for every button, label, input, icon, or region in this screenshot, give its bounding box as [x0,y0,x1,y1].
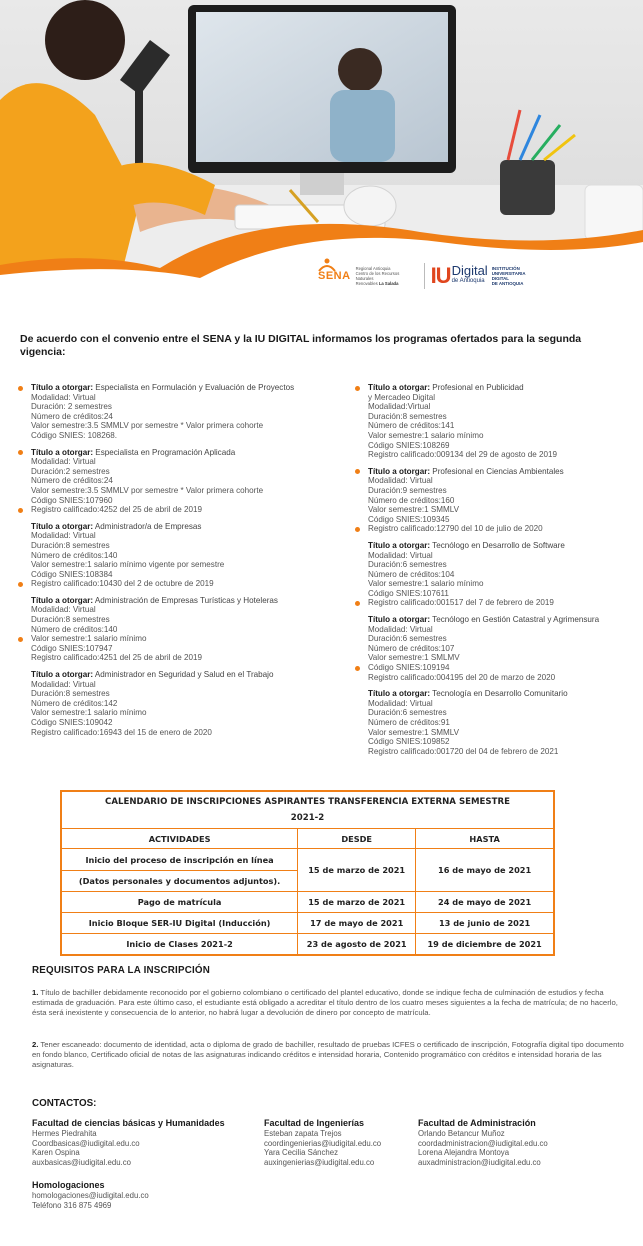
contact-name: Karen Ospina [32,1148,80,1157]
hero-banner [0,0,643,300]
program-detail: Valor semestre:1 salario mínimo [31,708,147,718]
programs-right-column [368,383,643,763]
intro-text: De acuerdo con el convenio entre el SENA y la IU DIGITAL informamos los programas ofertados para la segunda vigencia: [20,333,582,358]
header-hasta: HASTA [416,829,554,849]
program-title-label: Título a otorgar: [31,521,94,531]
program-detail: Duración:9 semestres [368,485,447,495]
contact-basicas [32,1118,225,1167]
contact-name: Esteban zapata Trejos [264,1129,342,1138]
activity-cell: Inicio del proceso de inscripción en línea [62,849,298,871]
iu-inst-3: DIGITAL [491,276,509,281]
contactos-title: CONTACTOS: [32,1098,97,1109]
program-detail: Duración:2 semestres [31,466,110,476]
to-cell: 24 de mayo de 2021 [416,892,554,913]
program-title [31,670,341,680]
program-name: Especialista en Programación Aplicada [95,447,236,457]
program-detail: Modalidad: Virtual [31,457,96,467]
program-detail: Modalidad: Virtual [368,476,433,486]
table-row [62,892,554,913]
program-detail: Número de créditos:140 [31,624,118,634]
bullet-dot-icon [18,582,23,587]
program-item [368,383,643,460]
program-detail: Valor semestre:3.5 SMMLV por semestre * Valor primera cohorte [31,485,264,495]
program-detail: Modalidad:Virtual [368,402,431,412]
program-detail: Duración:6 semestres [368,560,447,570]
program-detail: Registro calificado:001720 del 04 de febrero de 2021 [368,746,559,756]
program-title [31,596,341,606]
program-title [31,522,341,532]
program-detail: Duración:8 semestres [31,615,110,625]
requisito-2 [32,1040,630,1071]
program-name: Profesional en Publicidad [432,383,524,392]
partner-logos [318,258,618,294]
contact-name: Lorena Alejandra Montoya [418,1148,510,1157]
logo-divider [424,263,425,289]
program-item [31,383,341,441]
program-title-label: Título a otorgar: [368,383,431,392]
program-detail: Registro calificado:12790 del 10 de julio de 2020 [368,524,543,534]
requisito-2-text: Tener escaneado: documento de identidad, acta o diploma de grado de bachiller, resultado de pruebas ICFES o certificado de inscripción, Fotografía digital tipo documento en fondo blanco, Certificado oficial de notas de las asignaturas indicando créditos e intensidad horaria, Contenido programático con créditos e intensidad horaria de las asignaturas. [32,1040,624,1070]
program-title [368,383,643,393]
iu-digital-word: Digital [451,263,488,278]
calendar-table [60,790,555,956]
program-name: Administrador/a de Empresas [94,521,202,531]
program-item [31,448,341,515]
program-detail: Valor semestre:1 salario mínimo vigente por semestre [31,560,225,570]
program-detail: Modalidad: Virtual [368,698,433,708]
contact-heading: Facultad de ciencias básicas y Humanidades [32,1118,225,1128]
program-title-label: Título a otorgar: [31,670,94,680]
table-row [62,934,554,955]
program-title-label: Título a otorgar: [368,615,431,625]
program-detail: Modalidad: Virtual [368,624,433,634]
program-title [368,467,643,477]
program-item [368,689,643,756]
program-detail: Código SNIES:107947 [31,643,113,653]
program-title-label: Título a otorgar: [368,689,431,699]
contact-heading: Facultad de Ingenierías [264,1118,365,1128]
bullet-dot-icon [355,601,360,606]
program-title-label: Título a otorgar: [368,466,431,476]
program-detail: Código SNIES:109852 [368,737,450,747]
program-detail: Modalidad: Virtual [31,392,96,402]
requisitos-title: REQUISITOS PARA LA INSCRIPCIÓN [32,965,211,976]
program-detail: Registro calificado:10430 del 2 de octubre de 2019 [31,579,214,589]
contact-phone: Teléfono 316 875 4969 [32,1200,112,1210]
sena-line-3: Renovables La Salada [355,281,399,286]
program-title [368,689,643,699]
bullet-dot-icon [355,527,360,532]
program-detail: Número de créditos:160 [368,495,455,505]
program-item [31,670,341,737]
calendar-title-line-1: CALENDARIO DE INSCRIPCIONES ASPIRANTES TRANSFERENCIA EXTERNA SEMESTRE [105,797,510,807]
program-detail: Valor semestre:1 SMLMV [368,653,460,663]
calendar-title [62,792,554,829]
program-detail: Registro calificado:001517 del 7 de febrero de 2019 [368,598,554,608]
program-detail: Modalidad: Virtual [31,605,96,615]
program-name: Tecnología en Desarrollo Comunitario [432,689,568,699]
bullet-dot-icon [355,469,360,474]
program-detail: Número de créditos:24 [31,411,113,421]
iu-digital-text [452,265,488,287]
program-detail: Número de créditos:104 [368,569,455,579]
program-detail: Número de créditos:24 [31,476,113,486]
table-row [62,849,554,871]
programs-left-column [31,383,341,744]
program-name: Especialista en Formulación y Evaluación de Proyectos [95,383,295,392]
contact-email-link[interactable]: Coordbasicas@iudigital.edu.co [32,1138,140,1148]
table-row [62,913,554,934]
program-title-label: Título a otorgar: [31,595,94,605]
program-title [368,615,643,625]
program-detail: Número de créditos:141 [368,421,455,431]
iu-de-antioquia: de Antioquia [451,278,485,284]
program-detail: Valor semestre:1 salario mínimo [31,634,147,644]
from-cell: 17 de mayo de 2021 [298,913,416,934]
program-title-label: Título a otorgar: [31,447,94,457]
program-name: Administración de Empresas Turísticas y Hoteleras [94,595,278,605]
program-name: Tecnólogo en Desarrollo de Software [432,540,565,550]
program-title [368,541,643,551]
program-detail: Valor semestre:1 SMMLV [368,505,460,515]
from-cell: 23 de agosto de 2021 [298,934,416,955]
program-title [31,448,341,458]
requisito-1-text: Título de bachiller debidamente reconocido por el gobierno colombiano o certificado del plantel educativo, donde se indique fecha de culminación de estudios y fecha estimada de graduación. Para este último caso, el estudiante está obligado a acreditar el título dentro de los cuatro meses siguientes a la fecha de matrícula; de no hacerlo, ésta será inexistente y consecuencia de lo anterior, no habrá lugar a devolución de dinero por concepto de matrícula. [32,988,618,1018]
program-title-label: Título a otorgar: [31,383,94,392]
program-detail: Número de créditos:107 [368,643,455,653]
program-detail: Registro calificado:009134 del 29 de agosto de 2019 [368,450,557,460]
sena-line-2: Centro de los Recursos Naturales [355,271,400,281]
program-item [368,541,643,608]
iu-inst-1: INSTITUCIÓN [491,266,520,271]
bullet-dot-icon [18,450,23,455]
bullet-dot-icon [18,508,23,513]
program-detail: Código SNIES:107611 [368,588,449,598]
program-detail: Código SNIES:108269 [368,440,450,450]
requisito-1-number: 1. [32,988,39,997]
program-detail: Valor semestre:3.5 SMMLV por semestre * Valor primera cohorte [31,421,264,431]
program-detail: Duración:8 semestres [31,540,110,550]
bullet-dot-icon [18,386,23,391]
iu-digital-logo [431,265,532,287]
program-detail: Duración:8 semestres [368,411,447,421]
program-name: Tecnólogo en Gestión Catastral y Agrimensura [432,615,600,625]
iu-inst-2: UNIVERSITARIA [491,271,526,276]
to-cell: 13 de junio de 2021 [416,913,554,934]
program-detail: Número de créditos:142 [31,698,118,708]
program-detail: Duración:6 semestres [368,634,447,644]
contact-email-link[interactable]: auxingenierias@iudigital.edu.co [264,1157,375,1167]
program-detail: Duración:6 semestres [368,708,447,718]
program-detail: Código SNIES:107960 [31,495,113,505]
sena-regional-text [356,266,418,286]
program-detail: Modalidad: Virtual [31,531,96,541]
program-detail: Código SNIES:109042 [31,718,113,727]
program-detail: Duración:8 semestres [31,689,110,699]
iu-mark: IU [430,263,451,288]
program-title [31,383,341,393]
program-detail: Duración: 2 semestres [31,402,112,412]
sena-logo [318,266,418,286]
header-desde: DESDE [298,829,416,849]
contact-name: Hermes Piedrahita [32,1129,97,1138]
sena-line-1: Regional Antioquia [355,266,391,271]
bullet-dot-icon [355,666,360,671]
program-detail: Valor semestre:1 salario mínimo [368,579,484,589]
contact-homologaciones [32,1180,149,1210]
activity-cell: Inicio de Clases 2021-2 [62,934,298,955]
program-detail: Código SNIES:109345 [368,514,450,524]
program-detail: Registro calificado:4252 del 25 de abril de 2019 [31,505,202,515]
iu-institution-text [492,266,532,286]
contact-administracion [418,1118,548,1167]
from-cell: 15 de marzo de 2021 [298,849,416,892]
program-detail: Número de créditos:140 [31,550,118,560]
iu-inst-4: DE ANTIOQUIA [491,281,524,286]
program-item [31,596,341,663]
program-detail: Número de créditos:91 [368,718,450,727]
program-detail: Valor semestre:1 SMMLV [368,727,460,737]
program-item [368,467,643,534]
contact-email-link[interactable]: coordadministracion@iudigital.edu.co [418,1138,548,1148]
program-detail: Código SNIES: 108268. [31,430,117,440]
header-actividades: ACTIVIDADES [62,829,298,849]
program-detail: Valor semestre:1 salario mínimo [368,430,484,440]
contact-email-link[interactable]: coordingenierias@iudigital.edu.co [264,1138,382,1148]
contact-name: Orlando Betancur Muñoz [418,1129,505,1138]
program-name: Administrador en Seguridad y Salud en el Trabajo [94,670,274,680]
contact-email-link[interactable]: homologaciones@iudigital.edu.co [32,1191,149,1200]
program-detail: Registro calificado:004195 del 20 de marzo de 2020 [368,672,556,682]
hero-illustration [0,0,643,300]
program-item [368,615,643,682]
program-item [31,522,341,589]
contact-email-link[interactable]: auxadministracion@iudigital.edu.co [418,1157,541,1167]
program-detail: Modalidad: Virtual [368,550,433,560]
program-title-label: Título a otorgar: [368,540,431,550]
from-cell: 15 de marzo de 2021 [298,892,416,913]
sena-wordmark: SENA [318,269,351,282]
contact-heading: Homologaciones [32,1180,105,1190]
program-detail: Registro calificado:16943 del 15 de enero de 2020 [31,727,212,737]
requisito-2-number: 2. [32,1040,39,1049]
calendar-title-line-2: 2021-2 [290,813,325,823]
sena-figure-icon [318,258,336,272]
contact-name: Yara Cecilia Sánchez [264,1148,338,1157]
program-detail: Código SNIES:109194 [368,663,450,673]
contact-email-link[interactable]: auxbasicas@iudigital.edu.co [32,1157,131,1167]
to-cell: 19 de diciembre de 2021 [416,934,554,955]
activity-cell: Pago de matrícula [62,892,298,913]
program-detail: Registro calificado:4251 del 25 de abril de 2019 [31,653,202,663]
to-cell: 16 de mayo de 2021 [416,849,554,892]
activity-cell: (Datos personales y documentos adjuntos). [62,871,298,892]
program-name: Profesional en Ciencias Ambientales [432,466,564,476]
contact-heading: Facultad de Administración [418,1118,536,1128]
program-detail: y Mercadeo Digital [368,392,436,402]
program-detail: Código SNIES:108384 [31,569,113,579]
contact-ingenierias [264,1118,381,1167]
program-detail: Modalidad: Virtual [31,679,96,689]
bullet-dot-icon [18,637,23,642]
activity-cell: Inicio Bloque SER-IU Digital (Inducción) [62,913,298,934]
requisito-1 [32,988,630,1019]
bullet-dot-icon [355,386,360,391]
